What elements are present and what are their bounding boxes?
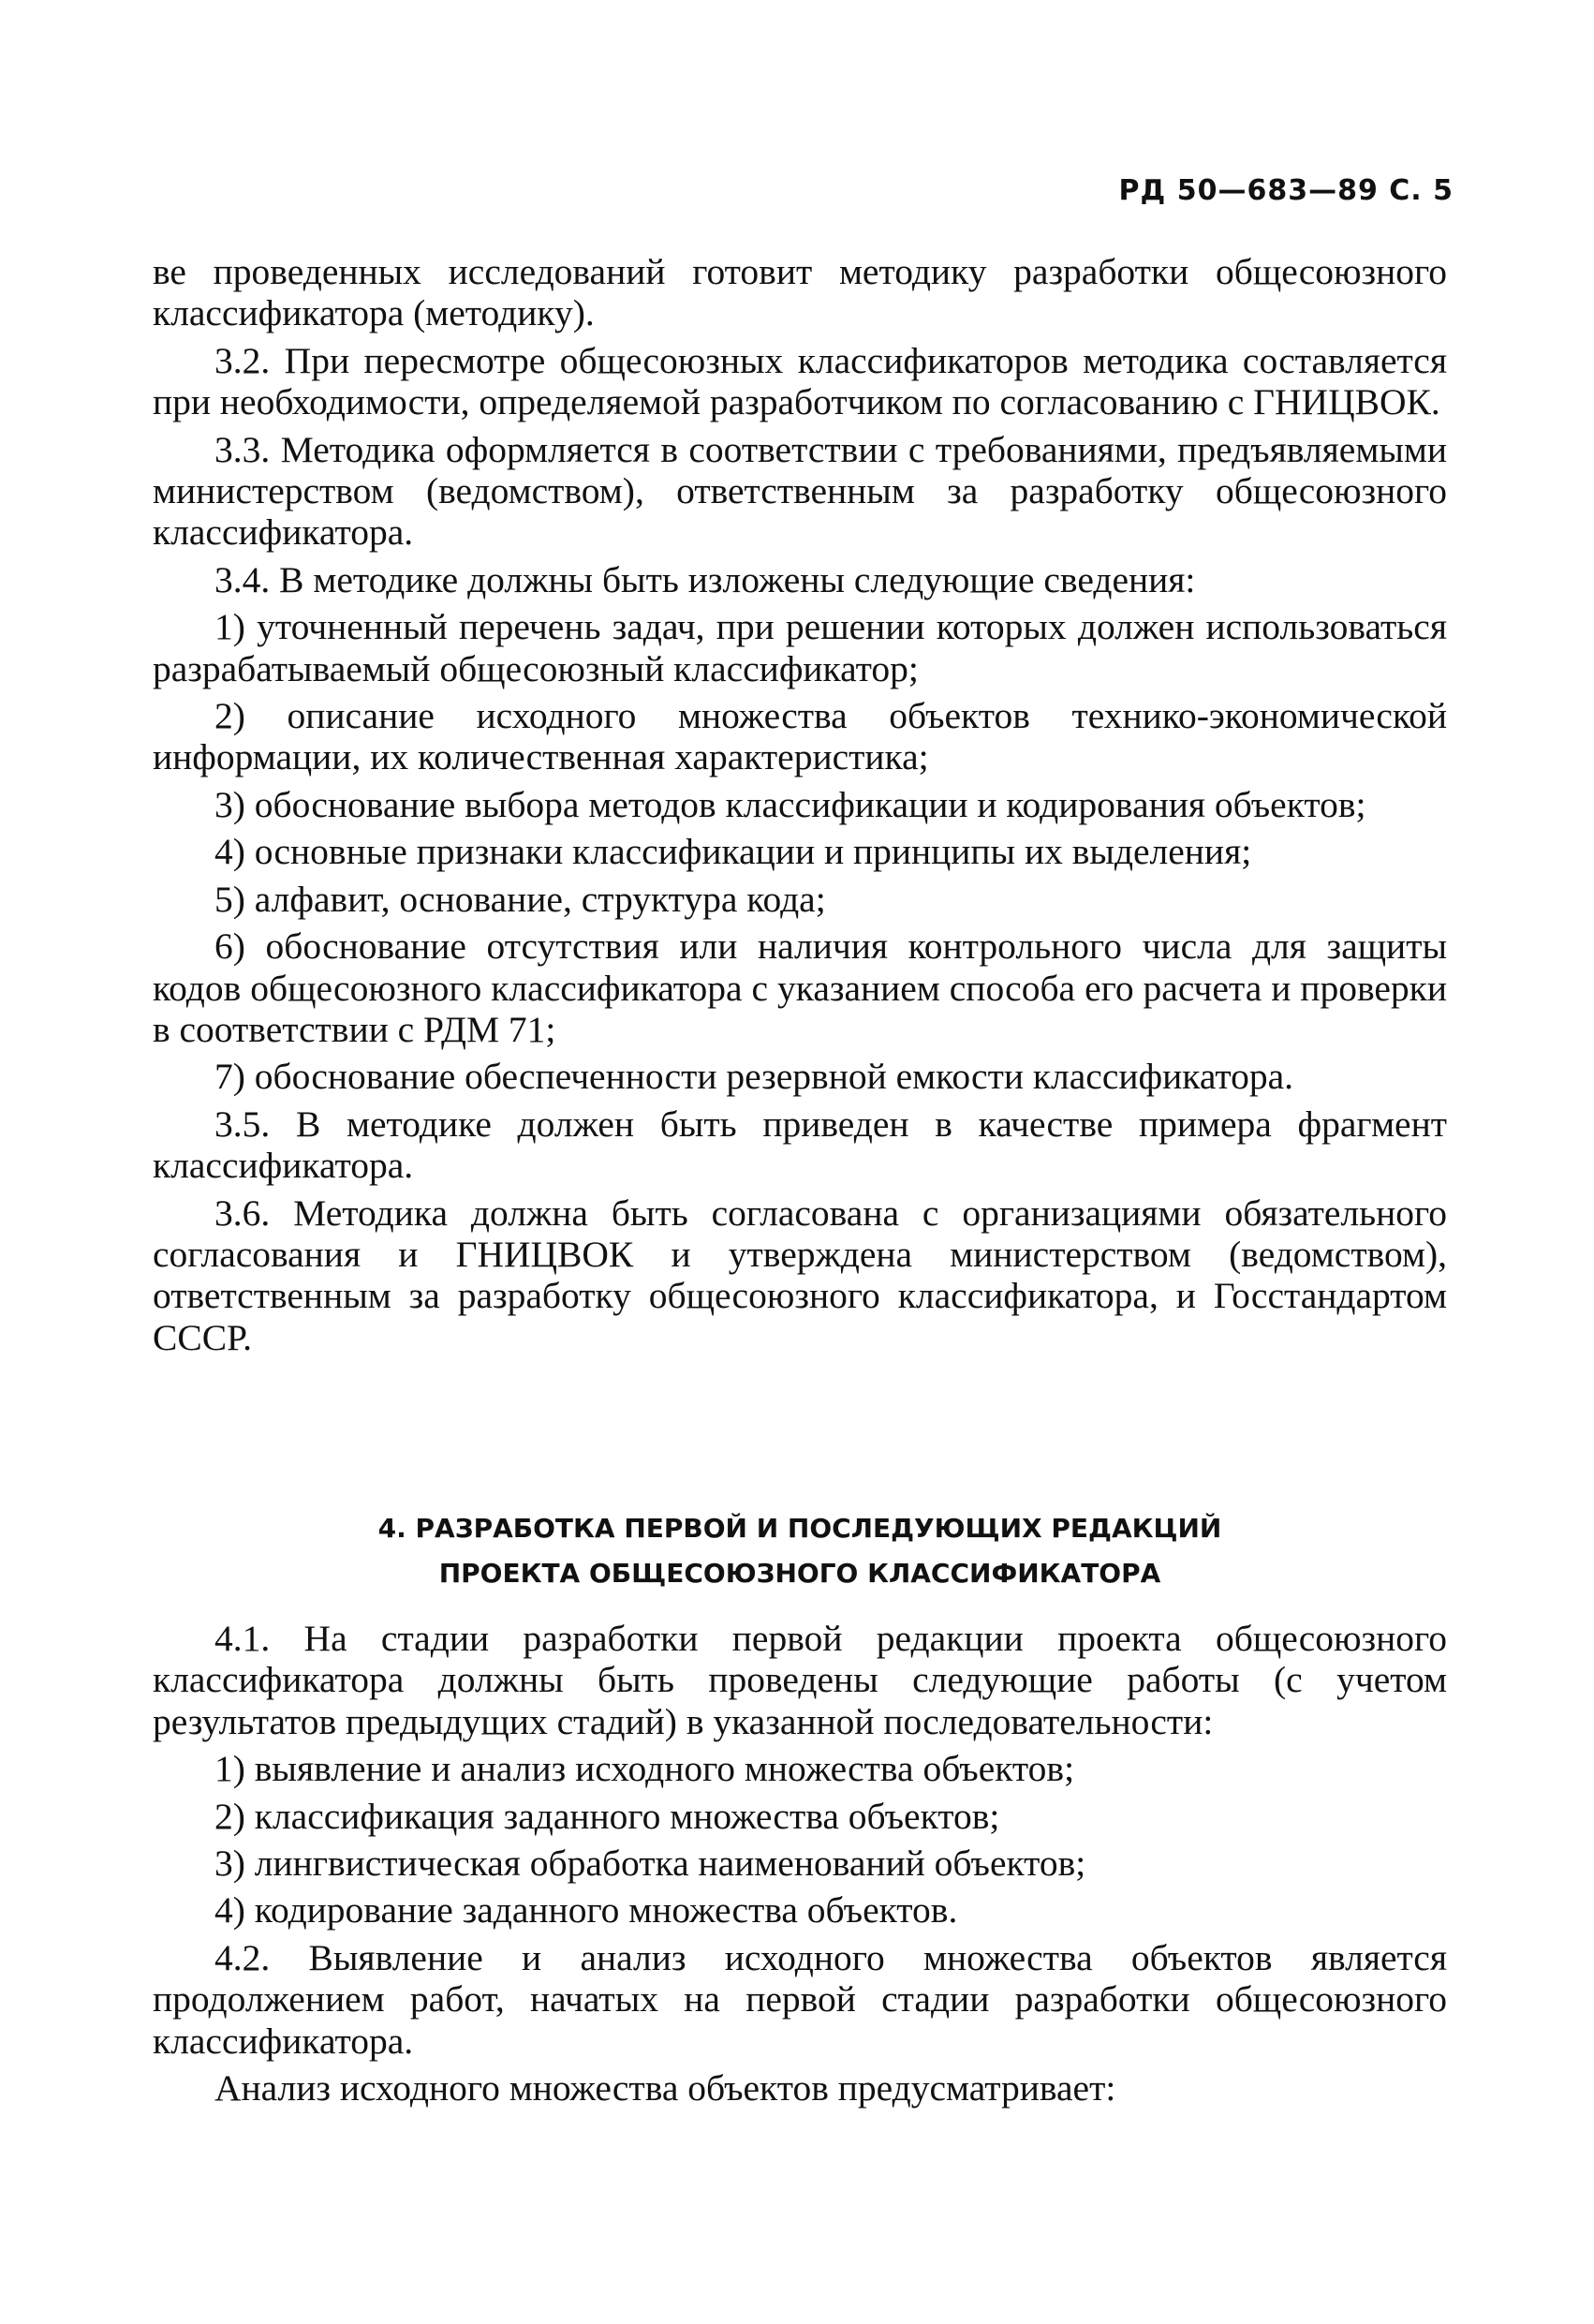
list-item-4-1-4: 4) кодирование заданного множества объектов. (214, 1889, 958, 1932)
paragraph-3-2: 3.2. При пересмотре общесоюзных классификаторов методика составляется при необходимости, определяемой разработчиком по согласованию с ГНИЦВОК. (153, 339, 1447, 423)
list-item-4-1-3: 3) лингвистическая обработка наименований объектов; (214, 1843, 1086, 1885)
section-3-body (153, 251, 1447, 1358)
paragraph-4-2: 4.2. Выявление и анализ исходного множества объектов является продолжением работ, начатых на первой стадии разработки общесоюзного классификатора. (153, 1936, 1447, 2062)
list-item-4: 4) основные признаки классификации и принципы их выделения; (214, 831, 1252, 873)
list-item-4-1-1: 1) выявление и анализ исходного множества объектов; (214, 1748, 1075, 1790)
page-header-code: РД 50—683—89 С. 5 (1118, 174, 1454, 207)
list-item-7: 7) обоснование обеспеченности резервной емкости классификатора. (214, 1056, 1293, 1098)
list-item-2: 2) описание исходного множества объектов технико-экономической информации, их количественная характеристика; (153, 695, 1447, 778)
section-4-heading (153, 1506, 1447, 1596)
paragraph-3-3: 3.3. Методика оформляется в соответствии с требованиями, предъявляемыми министерством (ведомством), ответственным за разработку общесоюзного классификатора. (153, 428, 1447, 554)
paragraph-3-4: 3.4. В методике должны быть изложены следующие сведения: (214, 558, 1196, 600)
paragraph-3-5: 3.5. В методике должен быть приведен в качестве примера фрагмент классификатора. (153, 1103, 1447, 1187)
paragraph-3-6: 3.6. Методика должна быть согласована с организациями обязательного согласования и ГНИЦВОК и утверждена министерством (ведомством), ответственным за разработку общесоюзного классификатора, и Госстандартом СССР. (153, 1192, 1447, 1358)
section-4-heading-line-2: ПРОЕКТА ОБЩЕСОЮЗНОГО КЛАССИФИКАТОРА (438, 1558, 1161, 1589)
section-4-heading-line-1: 4. РАЗРАБОТКА ПЕРВОЙ И ПОСЛЕДУЮЩИХ РЕДАКЦИЙ (377, 1513, 1222, 1544)
list-item-6: 6) обоснование отсутствия или наличия контрольного числа для защиты кодов общесоюзного классификатора с указанием способа его расчета и проверки в соответствии с РДМ 71; (153, 925, 1447, 1050)
list-item-4-1-2: 2) классификация заданного множества объектов; (214, 1795, 1000, 1837)
paragraph-analysis: Анализ исходного множества объектов предусматривает: (214, 2067, 1116, 2109)
list-item-3: 3) обоснование выбора методов классификации и кодирования объектов; (214, 783, 1366, 825)
list-item-1: 1) уточненный перечень задач, при решении которых должен использоваться разрабатываемый общесоюзный классификатор; (153, 606, 1447, 689)
section-4-body (153, 1618, 1447, 2109)
list-item-5: 5) алфавит, основание, структура кода; (214, 878, 826, 920)
paragraph-continuation: ве проведенных исследований готовит методику разработки общесоюзного классификатора (методику). (153, 251, 1447, 334)
paragraph-4-1: 4.1. На стадии разработки первой редакции проекта общесоюзного классификатора должны быть проведены следующие работы (с учетом результатов предыдущих стадий) в указанной последовательности: (153, 1618, 1447, 1742)
